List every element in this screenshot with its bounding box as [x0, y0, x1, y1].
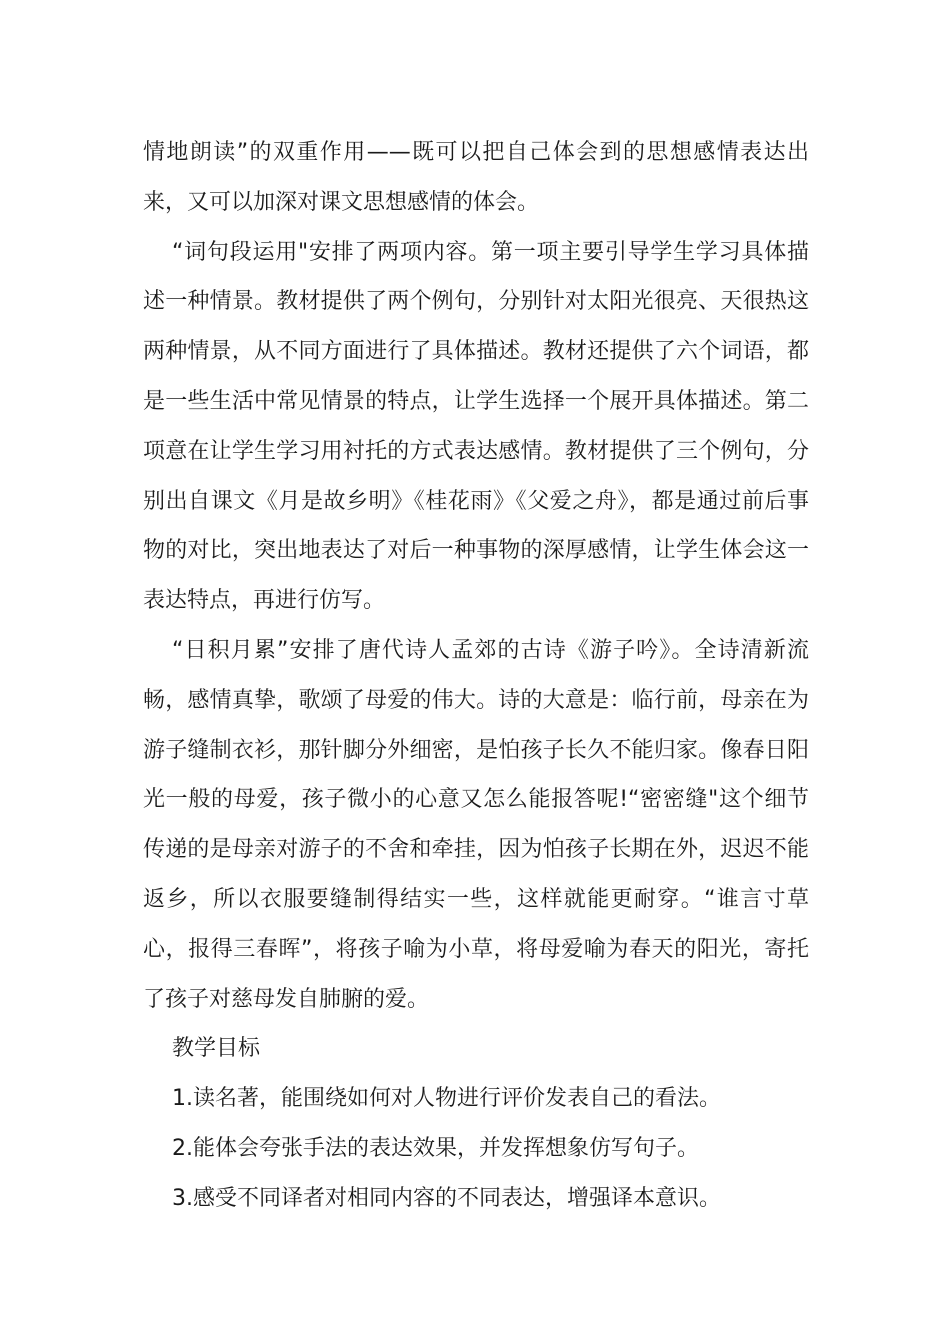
paragraph-word-sentence-usage: “词句段运用"安排了两项内容。第一项主要引导学生学习具体描述一种情景。教材提供了两个例句，分别针对太阳光很亮、天很热这两种情景，从不同方面进行了具体描述。教材还提供了六个词语，都是一些生活中常见情景的特点，让学生选择一个展开具体描述。第二项意在让学生学习用衬托的方式表达感情。教材提供了三个例句，分别出自课文《月是故乡明》《桂花雨》《父爱之舟》，都是通过前后事物的对比，突出地表达了对后一种事物的深厚感情，让学生体会这一表达特点，再进行仿写。 [143, 239, 809, 614]
paragraph-continuation: 情地朗读”的双重作用——既可以把自己体会到的思想感情表达出来，又可以加深对课文思想感情的体会。 [143, 140, 809, 215]
goal-item-3: 3.感受不同译者对相同内容的不同表达，增强译本意识。 [172, 1185, 721, 1211]
goal-item-2: 2.能体会夸张手法的表达效果，并发挥想象仿写句子。 [172, 1135, 699, 1161]
document-body [143, 128, 809, 1224]
section-heading-teaching-goals: 教学目标 [172, 1036, 261, 1062]
paragraph-daily-accumulation: “日积月累”安排了唐代诗人孟郊的古诗《游子吟》。全诗清新流畅，感情真挚，歌颂了母爱的伟大。诗的大意是：临行前，母亲在为游子缝制衣衫，那针脚分外细密，是怕孩子长久不能归家。像春日阳光一般的母爱，孩子微小的心意又怎么能报答呢!“密密缝"这个细节传递的是母亲对游子的不舍和牵挂，因为怕孩子长期在外，迟迟不能返乡，所以衣服要缝制得结实一些，这样就能更耐穿。“谁言寸草心，报得三春晖”，将孩子喻为小草，将母爱喻为春天的阳光，寄托了孩子对慈母发自肺腑的爱。 [143, 637, 809, 1012]
goal-item-1: 1.读名著，能围绕如何对人物进行评价发表自己的看法。 [172, 1086, 721, 1112]
